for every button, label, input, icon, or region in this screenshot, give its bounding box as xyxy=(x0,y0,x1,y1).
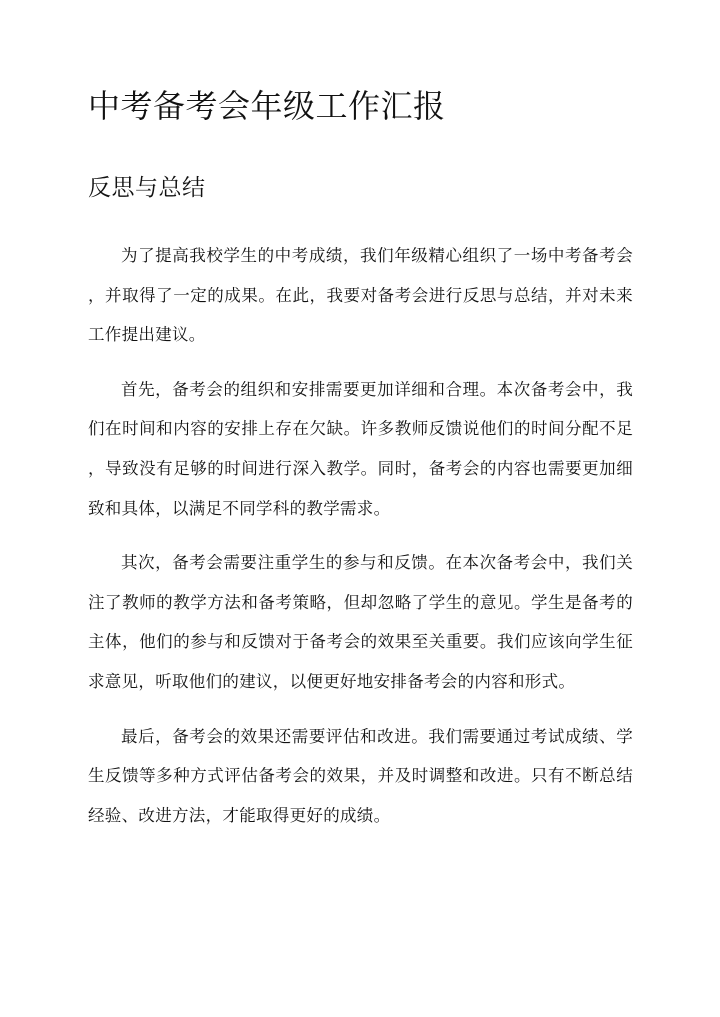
paragraph-intro: 为了提高我校学生的中考成绩，我们年级精心组织了一场中考备考会，并取得了一定的成果。在此，我要对备考会进行反思与总结，并对未来工作提出建议。 xyxy=(88,246,633,345)
paragraph-student-feedback: 其次，备考会需要注重学生的参与和反馈。在本次备考会中，我们关注了教师的教学方法和备考策略，但却忽略了学生的意见。学生是备考的主体，他们的参与和反馈对于备考会的效果至关重要。我们应该向学生征求意见，听取他们的建议，以便更好地安排备考会的内容和形式。 xyxy=(88,553,633,691)
document-title: 中考备考会年级工作汇报 xyxy=(88,87,446,125)
paragraph-organization: 首先，备考会的组织和安排需要更加详细和合理。本次备考会中，我们在时间和内容的安排上存在欠缺。许多教师反馈说他们的时间分配不足，导致没有足够的时间进行深入教学。同时，备考会的内容也需要更加细致和具体，以满足不同学科的教学需求。 xyxy=(88,379,633,518)
paragraph-evaluation: 最后，备考会的效果还需要评估和改进。我们需要通过考试成绩、学生反馈等多种方式评估备考会的效果，并及时调整和改进。只有不断总结经验、改进方法，才能取得更好的成绩。 xyxy=(88,726,633,825)
section-body xyxy=(88,236,633,850)
section-heading: 反思与总结 xyxy=(88,175,206,201)
